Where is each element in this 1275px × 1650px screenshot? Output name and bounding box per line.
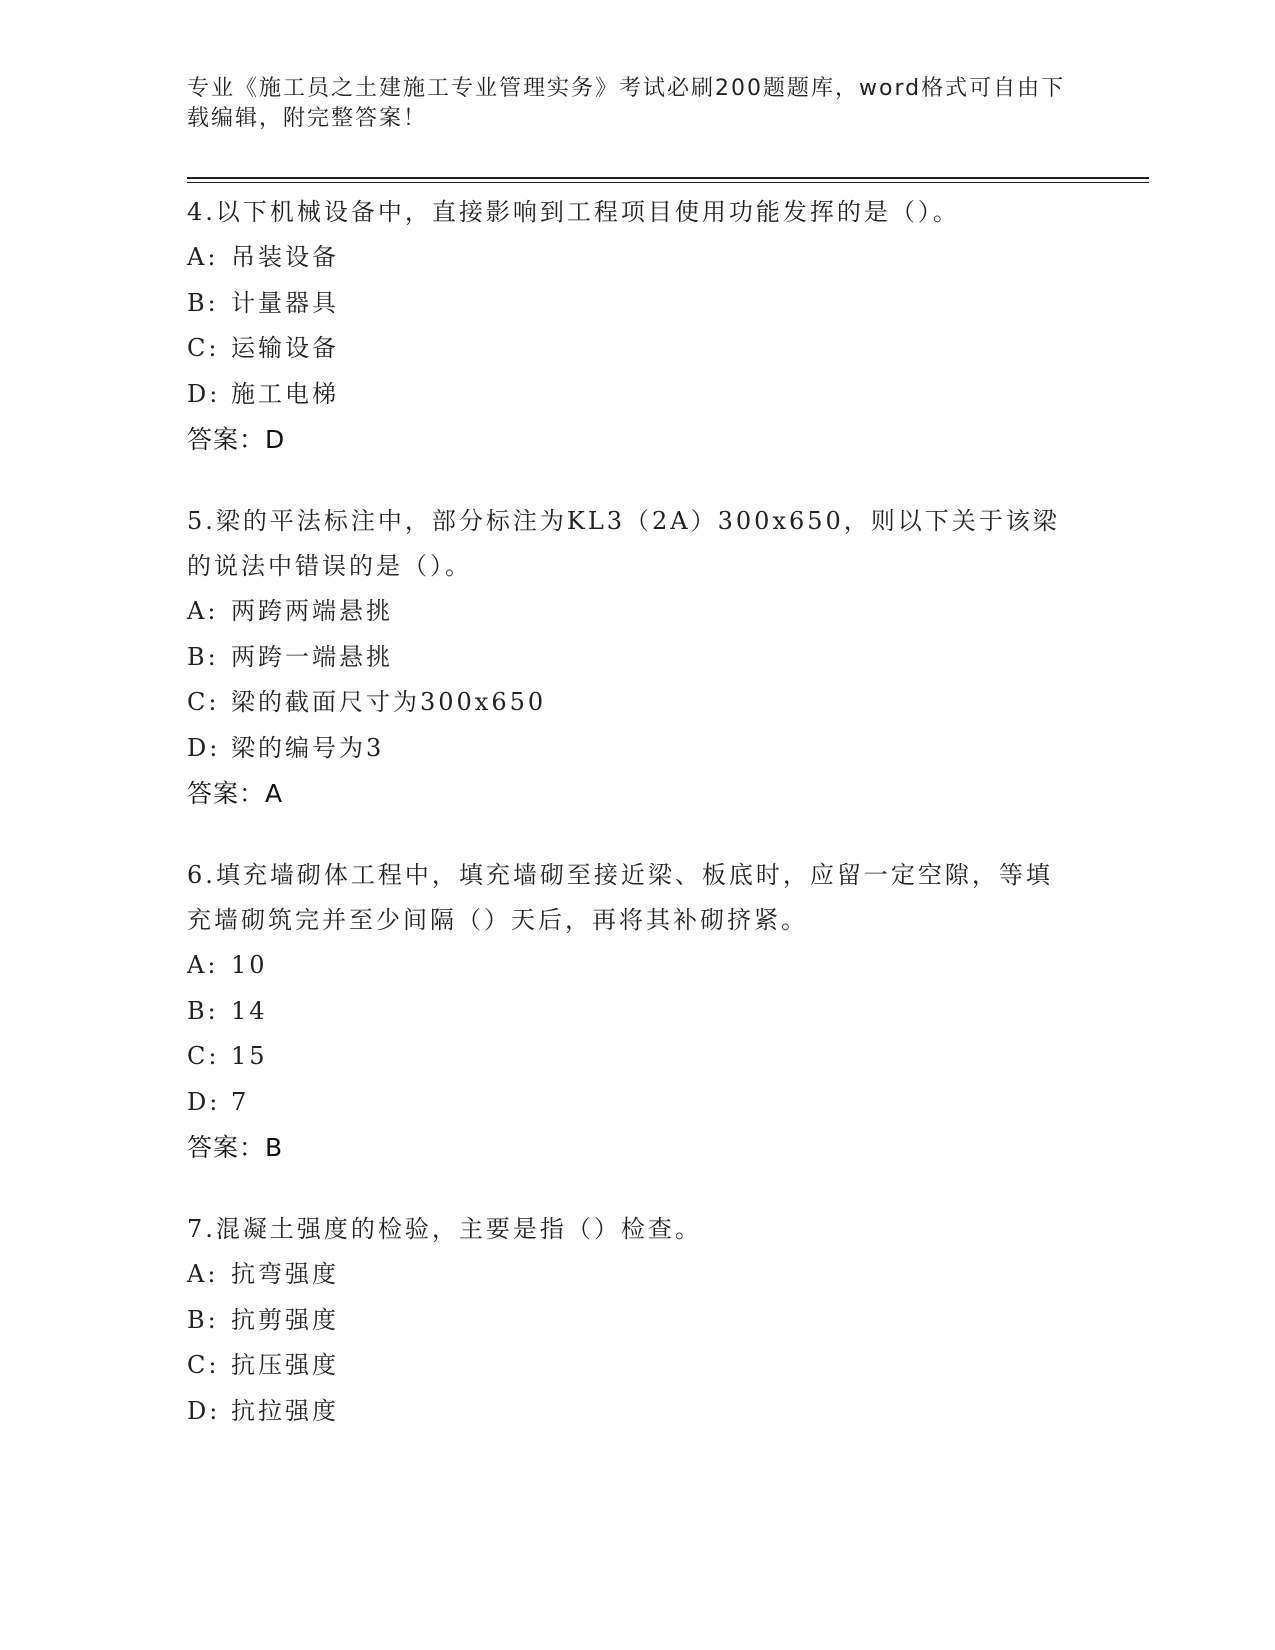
option-text: 抗弯强度 bbox=[231, 1260, 339, 1288]
question-5 bbox=[187, 499, 1067, 817]
header-divider-thin bbox=[187, 182, 1149, 183]
answer-line: 答案：A bbox=[187, 779, 284, 808]
option-letter: A: bbox=[187, 951, 219, 979]
answer-line: 答案：D bbox=[187, 425, 286, 454]
question-6 bbox=[187, 853, 1067, 1171]
question-list bbox=[187, 190, 1067, 1470]
option-text: 两跨一端悬挑 bbox=[231, 642, 393, 671]
option-text: 计量器具 bbox=[231, 288, 339, 317]
option-text: 抗拉强度 bbox=[231, 1396, 339, 1425]
option-letter: C: bbox=[187, 334, 220, 362]
option-letter: A: bbox=[187, 1260, 219, 1288]
option-text: 14 bbox=[231, 996, 268, 1025]
option-c bbox=[187, 680, 1067, 726]
option-a bbox=[187, 235, 1067, 281]
option-letter: B: bbox=[187, 1305, 219, 1334]
option-text: 梁的编号为3 bbox=[231, 733, 385, 762]
option-c bbox=[187, 1343, 1067, 1389]
option-b bbox=[187, 1298, 1067, 1344]
option-letter: C: bbox=[187, 1351, 220, 1379]
option-d bbox=[187, 726, 1067, 772]
option-text: 两跨两端悬挑 bbox=[231, 597, 393, 625]
option-text: 7 bbox=[231, 1087, 250, 1116]
option-text: 运输设备 bbox=[231, 334, 339, 362]
option-letter: C: bbox=[187, 688, 220, 716]
option-d bbox=[187, 1389, 1067, 1435]
option-a bbox=[187, 943, 1067, 989]
header-divider-thick bbox=[187, 177, 1149, 179]
option-b bbox=[187, 281, 1067, 327]
option-text: 梁的截面尺寸为300x650 bbox=[231, 688, 547, 716]
question-stem: 7.混凝土强度的检验，主要是指（）检查。 bbox=[187, 1215, 702, 1243]
option-a bbox=[187, 1252, 1067, 1298]
question-stem: 5.梁的平法标注中，部分标注为KL3（2A）300x650，则以下关于该梁的说法中错误的是（）。 bbox=[187, 507, 1060, 580]
option-letter: A: bbox=[187, 243, 219, 271]
question-4 bbox=[187, 190, 1067, 463]
option-letter: D: bbox=[187, 1087, 221, 1116]
option-b bbox=[187, 989, 1067, 1035]
question-7 bbox=[187, 1207, 1067, 1434]
option-d bbox=[187, 1080, 1067, 1126]
document-header: 专业《施工员之土建施工专业管理实务》考试必刷200题题库，word格式可自由下载编辑，附完整答案！ bbox=[187, 76, 1066, 131]
option-text: 吊装设备 bbox=[231, 243, 339, 271]
option-text: 10 bbox=[231, 951, 268, 979]
option-text: 15 bbox=[231, 1042, 268, 1070]
option-c bbox=[187, 1034, 1067, 1080]
option-letter: D: bbox=[187, 379, 221, 408]
question-stem: 6.填充墙砌体工程中，填充墙砌至接近梁、板底时，应留一定空隙，等填充墙砌筑完并至少间隔（）天后，再将其补砌挤紧。 bbox=[187, 861, 1053, 934]
option-b bbox=[187, 635, 1067, 681]
option-letter: D: bbox=[187, 1396, 221, 1425]
option-text: 施工电梯 bbox=[231, 379, 339, 408]
question-stem: 4.以下机械设备中，直接影响到工程项目使用功能发挥的是（）。 bbox=[187, 198, 960, 226]
option-c bbox=[187, 326, 1067, 372]
option-d bbox=[187, 372, 1067, 418]
option-text: 抗压强度 bbox=[231, 1351, 339, 1379]
option-letter: C: bbox=[187, 1042, 220, 1070]
option-letter: B: bbox=[187, 642, 219, 671]
answer-line: 答案：B bbox=[187, 1133, 284, 1162]
option-letter: D: bbox=[187, 733, 221, 762]
option-text: 抗剪强度 bbox=[231, 1305, 339, 1334]
option-letter: B: bbox=[187, 288, 219, 317]
option-letter: B: bbox=[187, 996, 219, 1025]
option-a bbox=[187, 589, 1067, 635]
option-letter: A: bbox=[187, 597, 219, 625]
